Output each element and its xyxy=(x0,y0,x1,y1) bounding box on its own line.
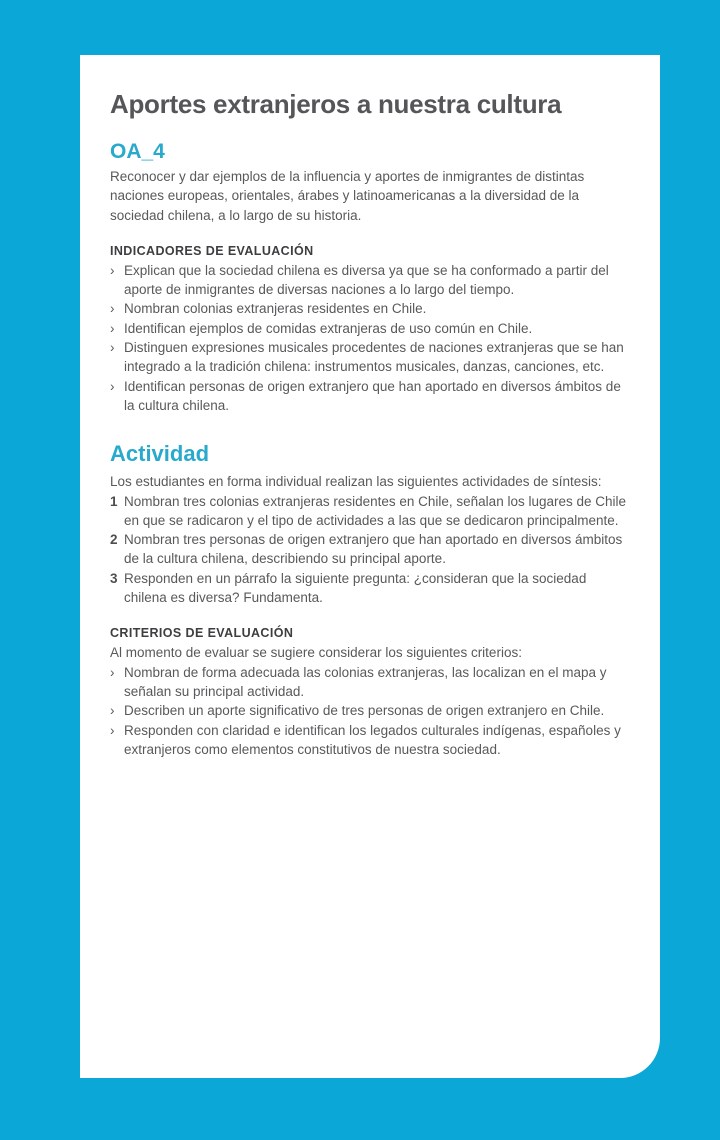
step-number: 3 xyxy=(110,570,118,586)
bullet-marker: › xyxy=(110,320,115,336)
list-item xyxy=(110,261,628,300)
list-item xyxy=(110,319,628,338)
list-item xyxy=(110,721,628,760)
actividad-section xyxy=(110,441,628,607)
actividad-heading: Actividad xyxy=(110,441,210,467)
bullet-text: Explican que la sociedad chilena es diversa ya que se ha conformado a partir del aporte de inmigrantes de diversas naciones a lo largo del tiempo. xyxy=(124,262,609,298)
list-item xyxy=(110,569,628,608)
step-text: Responden en un párrafo la siguiente pregunta: ¿consideran que la sociedad chilena es diversa? Fundamenta. xyxy=(124,570,587,606)
actividad-intro: Los estudiantes en forma individual realizan las siguientes actividades de síntesis: xyxy=(110,474,602,490)
oa-heading: OA_4 xyxy=(110,140,165,163)
list-item xyxy=(110,530,628,569)
bullet-text: Distinguen expresiones musicales procedentes de naciones extranjeras que se han integrado a la tradición chilena: instrumentos musicales, danzas, canciones, etc. xyxy=(124,340,624,375)
bullet-text: Identifican personas de origen extranjero que han aportado en diversos ámbitos de la cultura chilena. xyxy=(124,378,621,413)
bullet-marker: › xyxy=(110,262,115,278)
list-item xyxy=(110,701,628,720)
bullet-marker: › xyxy=(110,664,115,680)
bullet-text: Responden con claridad e identifican los legados culturales indígenas, españoles y extranjeros como elementos constitutivos de nuestra sociedad. xyxy=(124,722,621,757)
list-item xyxy=(110,492,628,531)
step-number: 2 xyxy=(110,532,118,548)
step-number: 1 xyxy=(110,493,118,509)
oa-section xyxy=(110,140,628,225)
page-title: Aportes extranjeros a nuestra cultura xyxy=(110,89,562,119)
bullet-text: Describen un aporte significativo de tres personas de origen extranjero en Chile. xyxy=(124,703,605,719)
bullet-text: Identifican ejemplos de comidas extranjeras de uso común en Chile. xyxy=(124,320,533,336)
step-text: Nombran tres colonias extranjeras residentes en Chile, señalan los lugares de Chile en que se radicaron y el tipo de actividades a las que se dedicaron principalmente. xyxy=(124,493,627,528)
criterios-list xyxy=(110,663,628,759)
criterios-section xyxy=(110,626,628,759)
indicadores-heading: INDICADORES DE EVALUACIÓN xyxy=(110,243,314,258)
step-text: Nombran tres personas de origen extranjero que han aportado en diversos ámbitos de la cultura chilena, describiendo su principal aporte. xyxy=(124,532,623,567)
bullet-marker: › xyxy=(110,703,115,719)
list-item xyxy=(110,663,628,702)
bullet-marker: › xyxy=(110,340,115,356)
content-card xyxy=(80,55,660,1078)
indicadores-list xyxy=(110,261,628,415)
actividad-steps xyxy=(110,492,628,608)
criterios-intro: Al momento de evaluar se sugiere considerar los siguientes criterios: xyxy=(110,645,522,661)
bullet-text: Nombran colonias extranjeras residentes en Chile. xyxy=(124,301,427,317)
bullet-text: Nombran de forma adecuada las colonias extranjeras, las localizan en el mapa y señalan su principal actividad. xyxy=(124,664,607,699)
bullet-marker: › xyxy=(110,301,115,317)
criterios-heading: CRITERIOS DE EVALUACIÓN xyxy=(110,626,294,641)
list-item xyxy=(110,299,628,318)
bullet-marker: › xyxy=(110,722,115,738)
bullet-marker: › xyxy=(110,378,115,394)
list-item xyxy=(110,377,628,416)
list-item xyxy=(110,338,628,377)
oa-description: Reconocer y dar ejemplos de la influencia y aportes de inmigrantes de distintas naciones europeas, orientales, árabes y latinoamericanas a la diversidad de la sociedad chilena, a lo largo de su historia. xyxy=(110,169,585,223)
indicadores-section xyxy=(110,244,628,415)
